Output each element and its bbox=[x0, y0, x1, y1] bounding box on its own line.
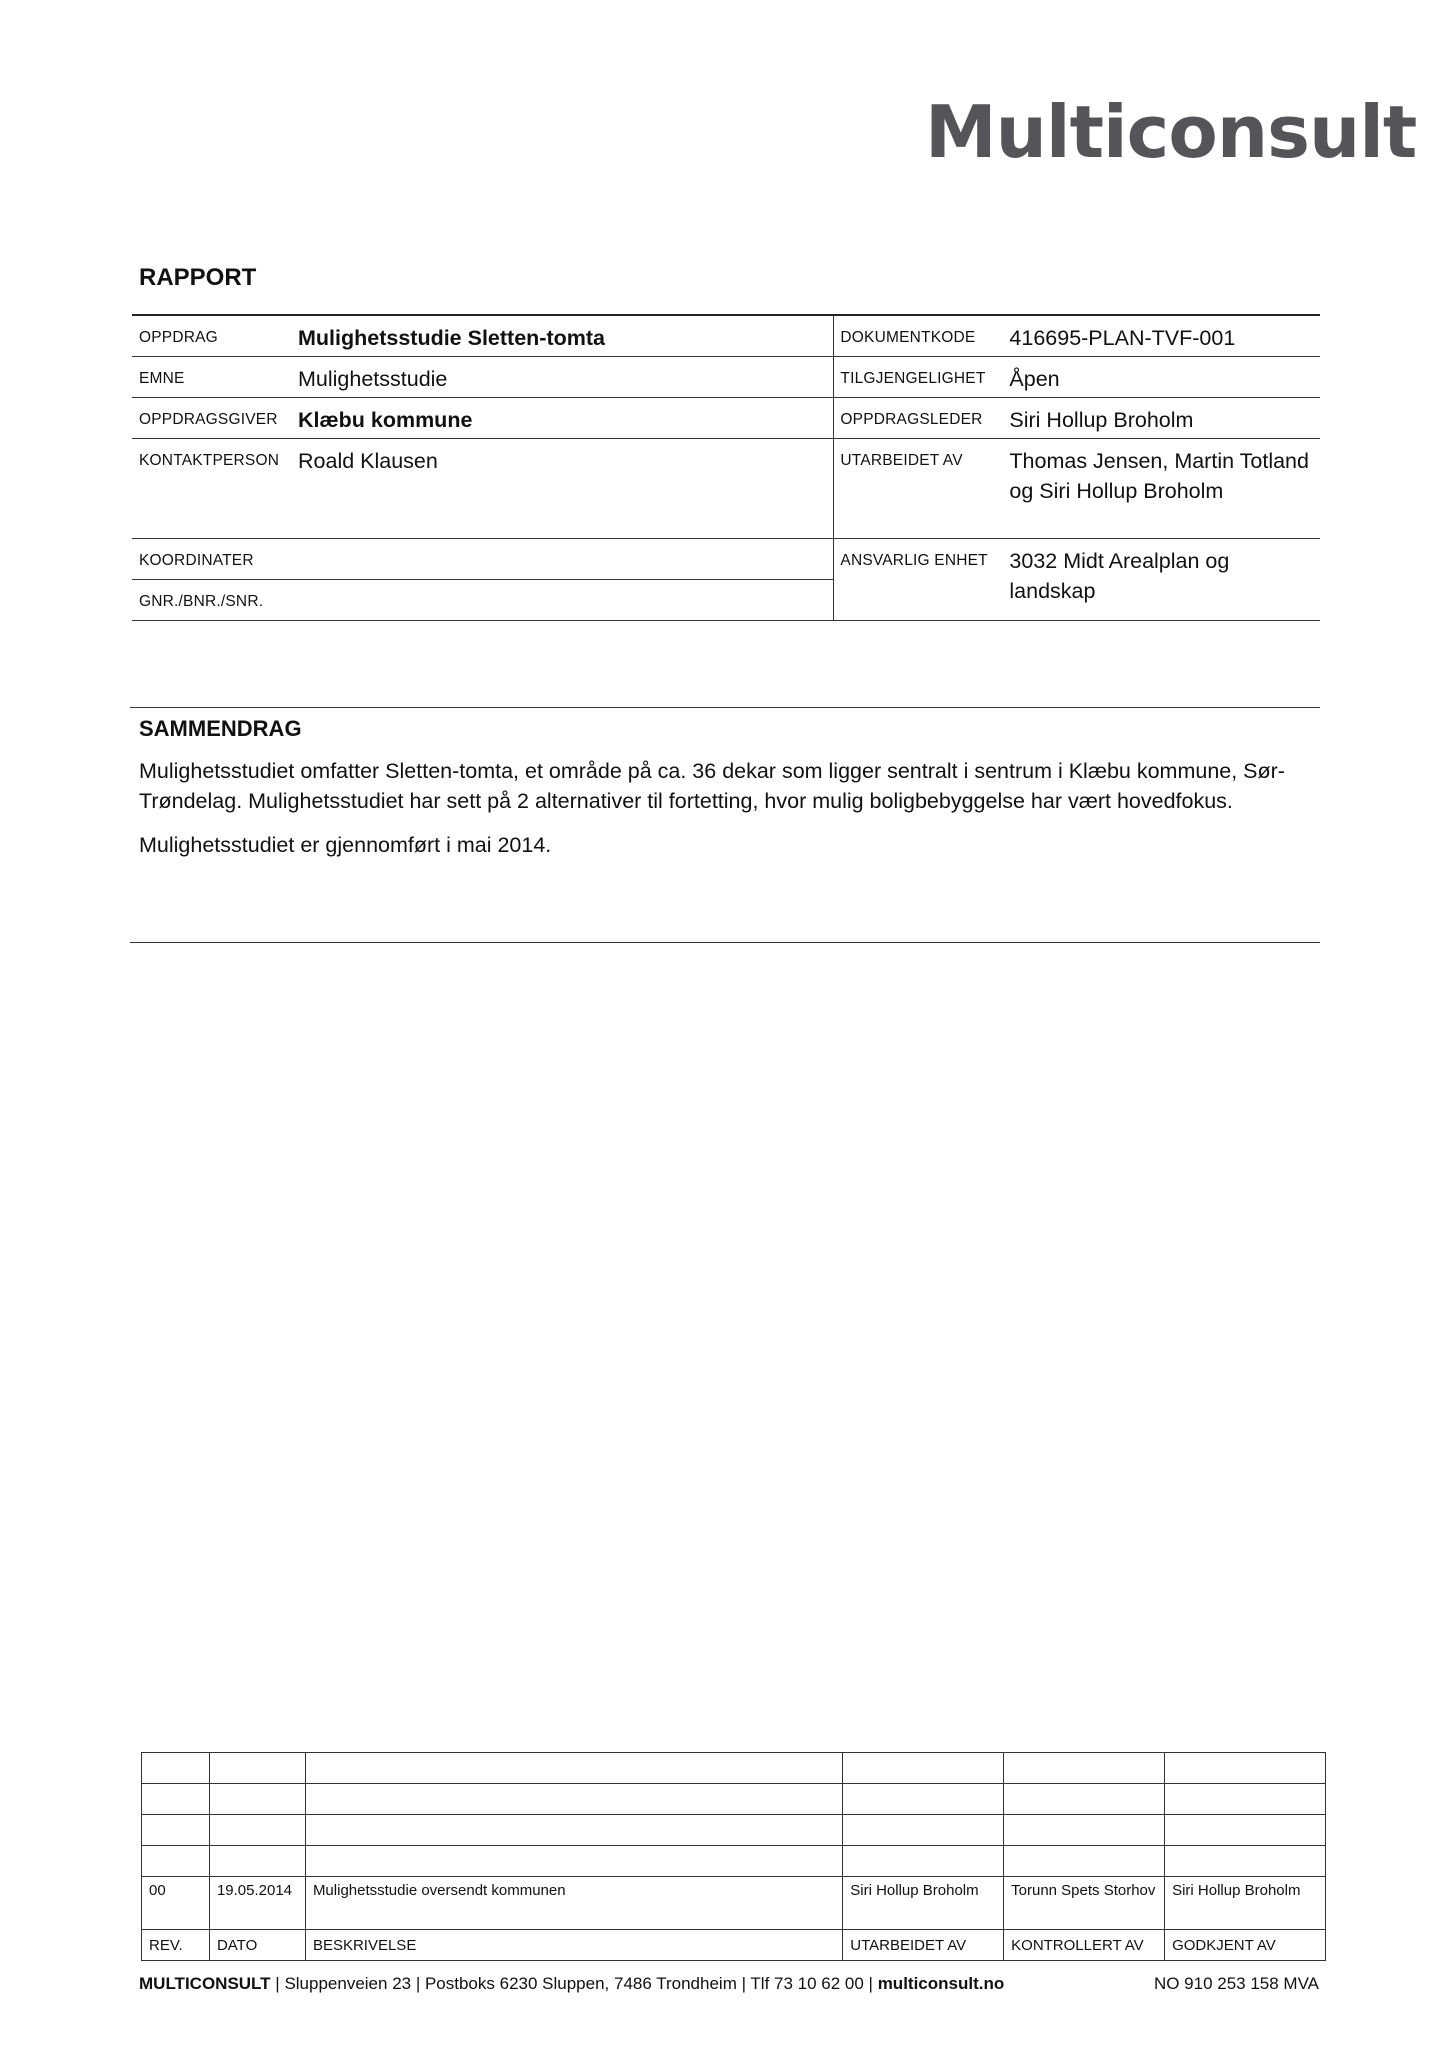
oppdragsleder-value: Siri Hollup Broholm bbox=[1009, 408, 1194, 432]
footer-company: MULTICONSULT bbox=[139, 1974, 271, 1993]
footer-address-line bbox=[139, 1974, 1004, 1994]
checked-by-cell: Torunn Spets Storhov bbox=[1004, 1877, 1165, 1930]
page-footer bbox=[139, 1974, 1319, 1994]
info-row bbox=[132, 357, 1320, 398]
tilgjengelighet-value: Åpen bbox=[1009, 367, 1060, 391]
multiconsult-logo: Multiconsult bbox=[925, 90, 1417, 174]
dokumentkode-label: DOKUMENTKODE bbox=[840, 329, 976, 346]
info-row bbox=[132, 316, 1320, 357]
date-cell: 19.05.2014 bbox=[209, 1877, 305, 1930]
oppdrag-value: Mulighetsstudie Sletten-tomta bbox=[298, 326, 605, 350]
emne-value: Mulighetsstudie bbox=[298, 367, 448, 391]
column-header: UTARBEIDET AV bbox=[843, 1930, 1004, 1961]
koordinater-label: KOORDINATER bbox=[139, 552, 254, 569]
oppdragsgiver-label: OPPDRAGSGIVER bbox=[139, 411, 278, 428]
dokumentkode-value: 416695-PLAN-TVF-001 bbox=[1009, 326, 1236, 350]
table-row bbox=[142, 1784, 1326, 1815]
summary-paragraph: Mulighetsstudiet er gjennomført i mai 2014. bbox=[139, 833, 552, 857]
kontaktperson-value: Roald Klausen bbox=[298, 449, 438, 473]
table-row bbox=[142, 1846, 1326, 1877]
footer-address: | Sluppenveien 23 | Postboks 6230 Sluppen, 7486 Trondheim | Tlf 73 10 62 00 | bbox=[270, 1974, 878, 1993]
footer-org-number: NO 910 253 158 MVA bbox=[1153, 1974, 1319, 1993]
summary-section bbox=[130, 707, 1320, 943]
koordinater-value bbox=[296, 539, 833, 579]
tilgjengelighet-label: TILGJENGELIGHET bbox=[840, 370, 986, 387]
table-row bbox=[142, 1753, 1326, 1784]
info-row bbox=[132, 439, 1320, 539]
description-cell: Mulighetsstudie oversendt kommunen bbox=[305, 1877, 842, 1930]
prepared-by-cell: Siri Hollup Broholm bbox=[843, 1877, 1004, 1930]
enhet-label: ANSVARLIG ENHET bbox=[840, 552, 988, 569]
utarbeidet-label: UTARBEIDET AV bbox=[840, 452, 963, 469]
oppdrag-label: OPPDRAG bbox=[139, 329, 218, 346]
oppdragsgiver-value: Klæbu kommune bbox=[298, 408, 473, 432]
approved-by-cell: Siri Hollup Broholm bbox=[1165, 1877, 1326, 1930]
column-header: BESKRIVELSE bbox=[305, 1930, 842, 1961]
rev-cell: 00 bbox=[142, 1877, 210, 1930]
oppdragsleder-label: OPPDRAGSLEDER bbox=[840, 411, 983, 428]
summary-heading: SAMMENDRAG bbox=[139, 716, 302, 741]
enhet-value: 3032 Midt Arealplan og landskap bbox=[1009, 549, 1230, 603]
gnr-value bbox=[296, 580, 833, 620]
summary-paragraph: Mulighetsstudiet omfatter Sletten-tomta, et område på ca. 36 dekar som ligger sentralt i sentrum i Klæbu kommune, Sør-Trøndelag. Mulighetsstudiet har sett på 2 alternativer til fortetting, hvor mulig boligbebyggelse har vært hovedfokus. bbox=[139, 759, 1285, 813]
report-info-table bbox=[132, 314, 1320, 621]
emne-label: EMNE bbox=[139, 370, 185, 387]
footer-website: multiconsult.no bbox=[877, 1974, 1005, 1993]
table-row bbox=[142, 1877, 1326, 1930]
table-row bbox=[142, 1815, 1326, 1846]
document-type-title: RAPPORT bbox=[139, 264, 257, 291]
column-header: DATO bbox=[209, 1930, 305, 1961]
column-header: REV. bbox=[142, 1930, 210, 1961]
utarbeidet-value: Thomas Jensen, Martin Totland og Siri Hollup Broholm bbox=[1009, 449, 1309, 503]
info-row bbox=[132, 539, 1320, 621]
kontaktperson-label: KONTAKTPERSON bbox=[139, 452, 280, 469]
column-header: KONTROLLERT AV bbox=[1004, 1930, 1165, 1961]
table-header-row bbox=[142, 1930, 1326, 1961]
gnr-label: GNR./BNR./SNR. bbox=[139, 593, 264, 610]
column-header: GODKJENT AV bbox=[1165, 1930, 1326, 1961]
info-row bbox=[132, 398, 1320, 439]
revision-table bbox=[141, 1752, 1326, 1961]
